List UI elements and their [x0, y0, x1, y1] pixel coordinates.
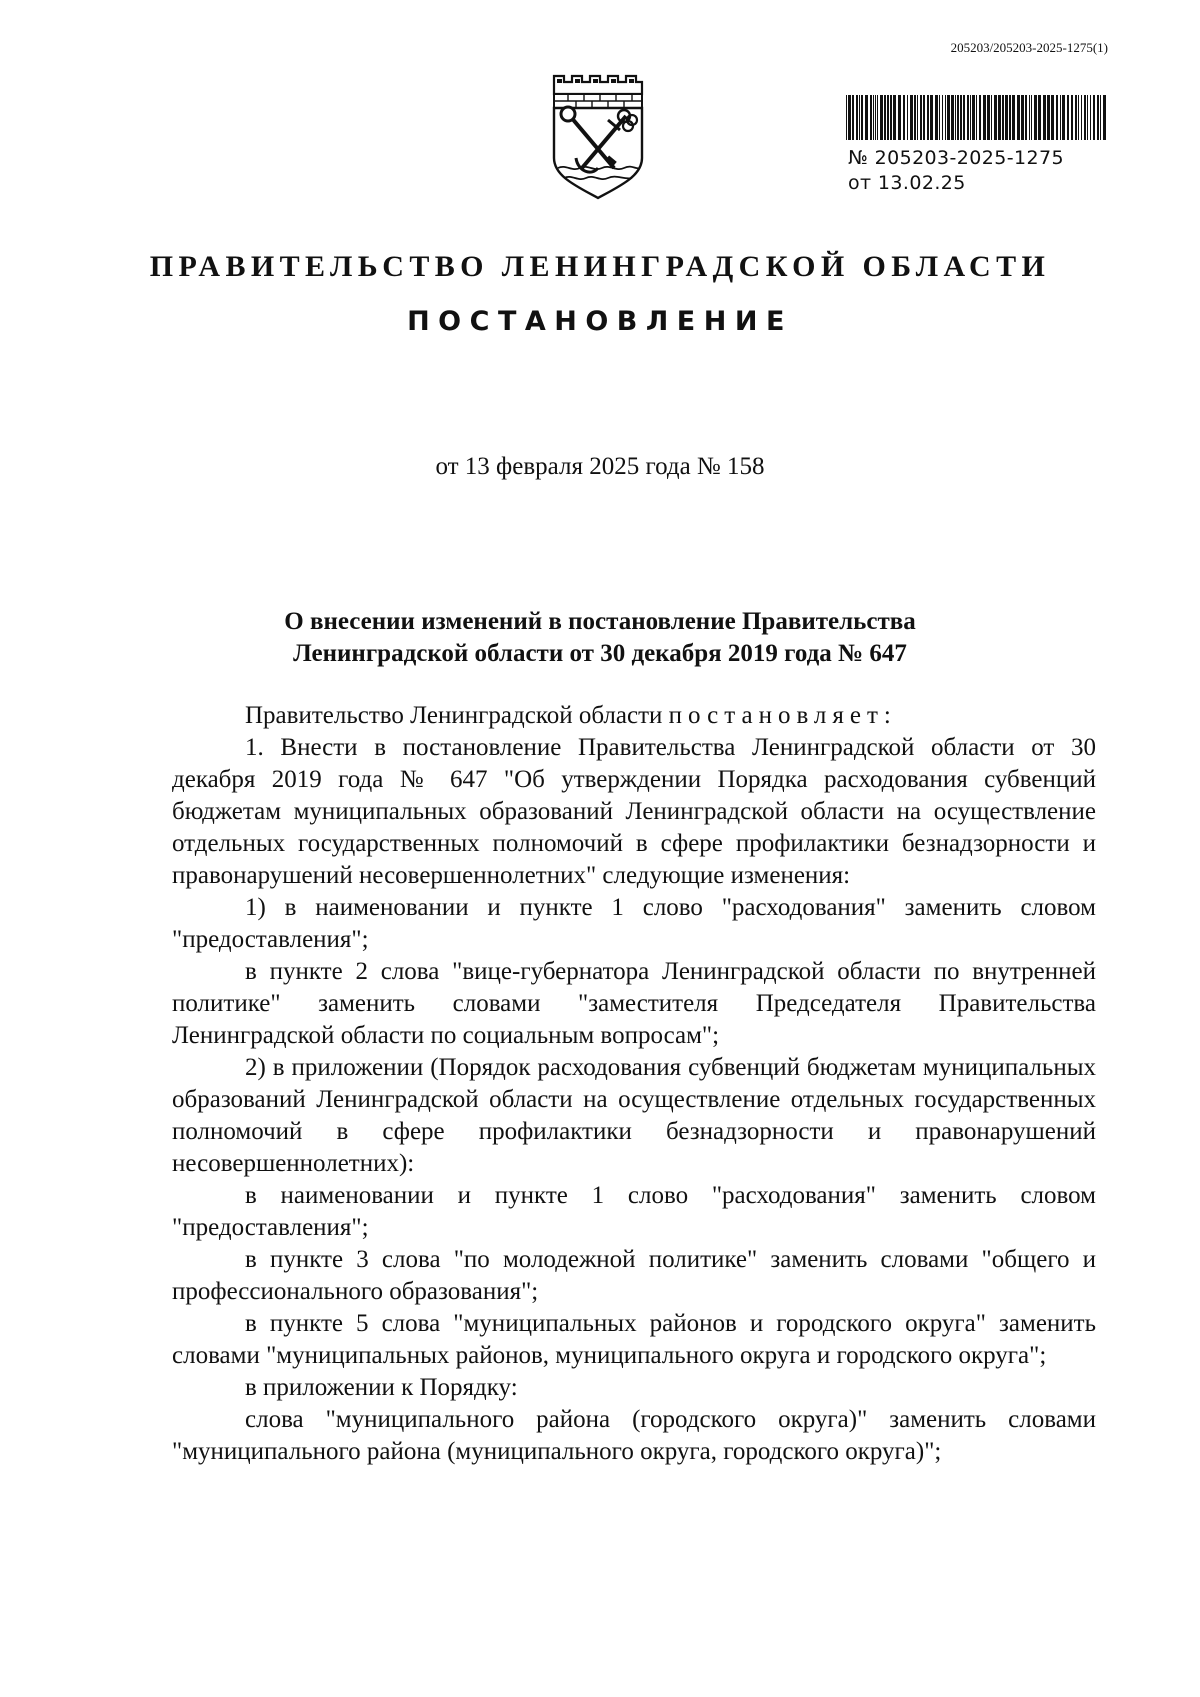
document-date-number: от 13 февраля 2025 года № 158: [435, 453, 765, 480]
document-type: ПОСТАНОВЛЕНИЕ: [407, 306, 793, 337]
body-intro: [172, 700, 1096, 732]
barcode-icon: [846, 95, 1108, 140]
registration-number: № 205203-2025-1275: [848, 147, 1064, 169]
document-id: 205203/205203-2025-1275(1): [950, 40, 1108, 55]
coat-of-arms-icon: [548, 72, 648, 202]
body-paragraph-5: в наименовании и пункте 1 слово "расходования" заменить словом "предоставления";: [172, 1182, 1096, 1241]
body-paragraph-3: в пункте 2 слова "вице-губернатора Ленинградской области по внутренней политике" заменить словами "заместителя Председателя Правительства Ленинградской области по социальным вопросам";: [172, 958, 1096, 1049]
body-paragraph-4: 2) в приложении (Порядок расходования субвенций бюджетам муниципальных образований Ленинградской области на осуществление отдельных государственных полномочий в сфере профилактики безнадзорности и правонарушений несовершеннолетних):: [172, 1054, 1096, 1177]
body-paragraph-2: 1) в наименовании и пункте 1 слово "расходования" заменить словом "предоставления";: [172, 894, 1096, 953]
intro-prefix: Правительство Ленинградской области: [245, 702, 669, 729]
government-title: ПРАВИТЕЛЬСТВО ЛЕНИНГРАДСКОЙ ОБЛАСТИ: [149, 250, 1051, 283]
registration-date: от 13.02.25: [848, 172, 966, 194]
intro-decree-word: постановляет:: [668, 702, 897, 729]
document-heading: [0, 606, 1200, 670]
heading-line-1: О внесении изменений в постановление Правительства: [284, 608, 916, 635]
body-paragraph-6: в пункте 3 слова "по молодежной политике" заменить словами "общего и профессионального образования";: [172, 1246, 1096, 1305]
registration-block: [848, 146, 1064, 196]
body-paragraph-7: в пункте 5 слова "муниципальных районов и городского округа" заменить словами "муниципальных районов, муниципального округа и городского округа";: [172, 1310, 1096, 1369]
body-paragraph-9: слова "муниципального района (городского округа)" заменить словами "муниципального района (муниципального округа, городского округа)";: [172, 1406, 1096, 1465]
body-paragraph-8: в приложении к Порядку:: [245, 1374, 518, 1401]
body-paragraph-1: 1. Внести в постановление Правительства Ленинградской области от 30 декабря 2019 года № 647 "Об утверждении Порядка расходования субвенций бюджетам муниципальных образований Ленинградской области на осуществление отдельных государственных полномочий в сфере профилактики безнадзорности и правонарушений несовершеннолетних" следующие изменения:: [172, 734, 1096, 889]
heading-line-2: Ленинградской области от 30 декабря 2019 года № 647: [293, 640, 907, 667]
document-body: [172, 700, 1096, 1468]
